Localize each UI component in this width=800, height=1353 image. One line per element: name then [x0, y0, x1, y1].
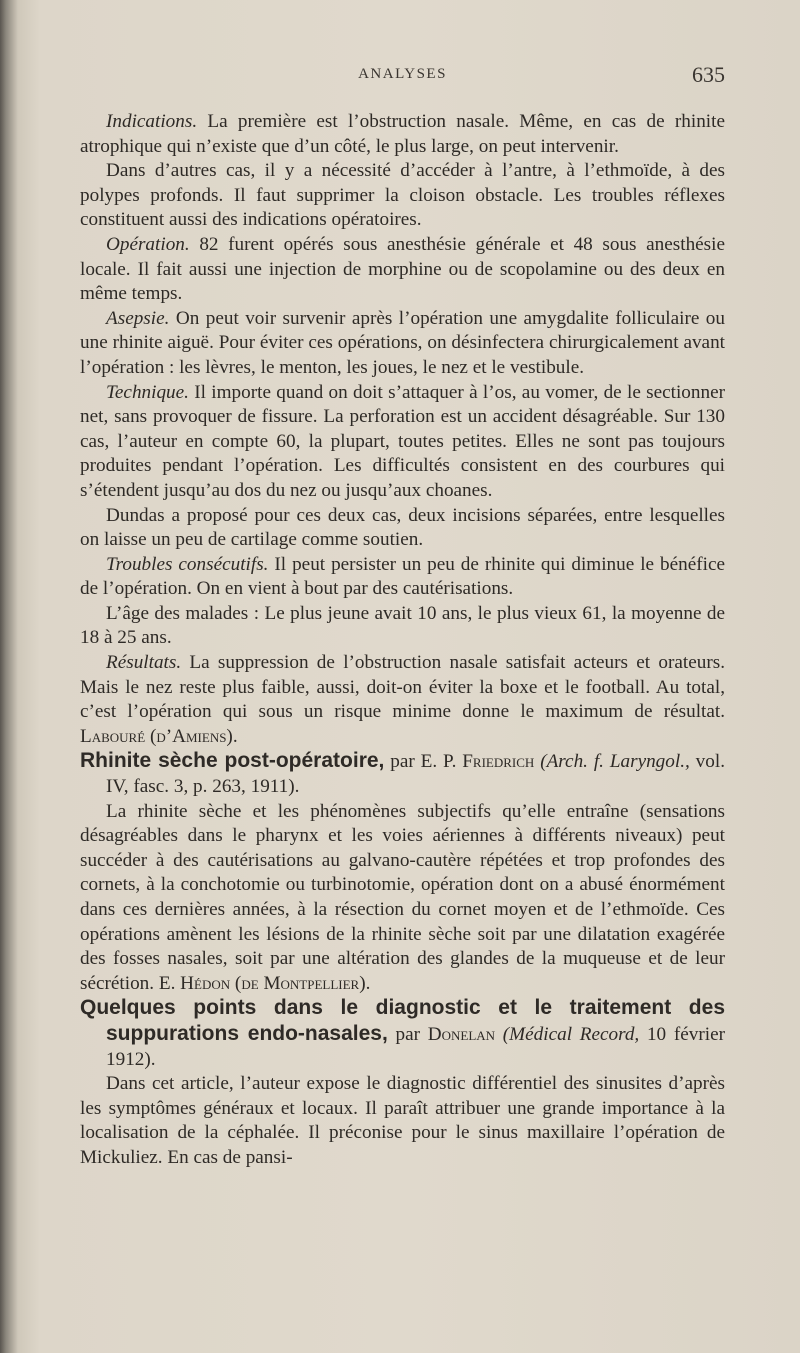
- paragraph-label: Technique.: [106, 381, 189, 403]
- paragraph-text: Il importe quand on doit s’attaquer à l’os, au vomer, de le sectionner net, sans provoquer de fissure. La perforation est un accident désagréable. Sur 130 cas, l’auteur en compte 60, la plupart, toutes petites. Elles ne sont pas toujours produites pendant l’opération. Les difficultés consistent en des courbures qui s’étendent jusqu’au dos du nez ou jusqu’aux choanes.: [80, 381, 725, 501]
- article-ref-2: 10 février 1912).: [106, 1023, 725, 1070]
- review-paragraph: [80, 233, 725, 307]
- article-heading-1: [80, 749, 725, 799]
- page-number: 635: [692, 62, 725, 87]
- paragraph-text: Dans d’autres cas, il y a nécessité d’accéder à l’antre, à l’ethmoïde, à des polypes profonds. Il faut supprimer la cloison obstacle. Les troubles réflexes constituent aussi des indications opératoires.: [80, 160, 725, 231]
- review-paragraph: [80, 651, 725, 749]
- review-paragraph: [80, 307, 725, 381]
- article-source-1: (Arch. f. Laryngol.,: [540, 751, 690, 773]
- paragraph-label: Opération.: [106, 233, 190, 255]
- article-author-2: Donelan: [427, 1023, 496, 1045]
- review-items: [80, 110, 725, 749]
- article-title-2: Quelques points dans le diagnostic et le traitement des suppurations endo-nasales,: [80, 996, 725, 1045]
- article-title-1: Rhinite sèche post-opératoire,: [80, 749, 385, 773]
- article-heading-2: [80, 996, 725, 1072]
- review-paragraph: [80, 504, 725, 553]
- page-body: [80, 110, 725, 1171]
- article-signature-1: E. Hédon (de Montpellier).: [158, 972, 371, 994]
- article-text-2: [80, 1072, 725, 1170]
- article-body-1: La rhinite sèche et les phénomènes subjectifs qu’elle entraîne (sensations désagréables dans le pharynx et les voies aériennes à différents niveaux) peut succéder à des cautérisations au galvano-cautère répétées et trop profondes des cornets, à la conchotomie ou turbinotomie, opération dont on a abusé énormément dans ces dernières années, à la résection du cornet moyen et de l’ethmoïde. Ces opérations amènent les lésions de la rhinite sèche soit par une dilatation exagérée des fosses nasales, soit par une altération des glandes de la muqueuse et de leur sécrétion.: [80, 800, 725, 994]
- review-paragraph: [80, 159, 725, 233]
- paragraph-text: 82 furent opérés sous anesthésie générale et 48 sous anesthésie locale. Il fait aussi une injection de morphine ou de scopolamine ou des deux en même temps.: [80, 233, 725, 305]
- review-paragraph: [80, 602, 725, 651]
- article-ref-1: vol. IV, fasc. 3, p. 263, 1911).: [106, 751, 725, 798]
- review-paragraph: [80, 381, 725, 504]
- running-head: ANALYSES: [358, 66, 447, 82]
- review-paragraph: [80, 110, 725, 159]
- paragraph-label: Résultats.: [106, 652, 182, 674]
- article-by-2: par: [387, 1023, 428, 1045]
- paragraph-label: Asepsie.: [106, 307, 170, 329]
- paragraph-text: La première est l’obstruction nasale. Même, en cas de rhinite atrophique qui n’existe que d’un côté, le plus large, on peut intervenir.: [80, 111, 725, 157]
- paragraph-text: On peut voir survenir après l’opération une amygdalite folliculaire ou une rhinite aiguë. Pour éviter ces opérations, on désinfectera chirurgicalement avant l’opération : les lèvres, le menton, les joues, le nez et le vestibule.: [80, 307, 725, 378]
- article-by-1: par E. P.: [384, 751, 463, 773]
- paragraph-label: Troubles consécutifs.: [106, 553, 269, 575]
- page-header: [80, 62, 725, 92]
- article-author-1: Friedrich: [462, 751, 535, 773]
- paragraph-text: L’âge des malades : Le plus jeune avait 10 ans, le plus vieux 61, la moyenne de 18 à 25 ans.: [80, 602, 725, 649]
- paragraph-signature: Labouré (d’Amiens).: [80, 725, 238, 747]
- paragraph-text: Dundas a proposé pour ces deux cas, deux incisions séparées, entre lesquelles on laisse un peu de cartilage comme soutien.: [80, 504, 725, 551]
- article-source-2: (Médical Record,: [502, 1023, 640, 1045]
- paragraph-text: La suppression de l’obstruction nasale satisfait acteurs et orateurs. Mais le nez reste plus faible, aussi, doit-on éviter la boxe et le football. Au total, c’est l’opération qui sous un risque minime donne le maximum de résultat.: [80, 652, 725, 723]
- article-text-1: [80, 800, 725, 997]
- paragraph-text: Il peut persister un peu de rhinite qui diminue le bénéfice de l’opération. On en vient à bout par des cautérisations.: [80, 553, 725, 600]
- article-body-2: Dans cet article, l’auteur expose le diagnostic différentiel des sinusites d’après les symptômes généraux et locaux. Il paraît attribuer une grande importance à la localisation de la céphalée. Il préconise pour le sinus maxillaire l’opération de Mickuliez. En cas de pansi-: [80, 1073, 725, 1168]
- review-paragraph: [80, 553, 725, 602]
- paragraph-label: Indications.: [106, 111, 198, 132]
